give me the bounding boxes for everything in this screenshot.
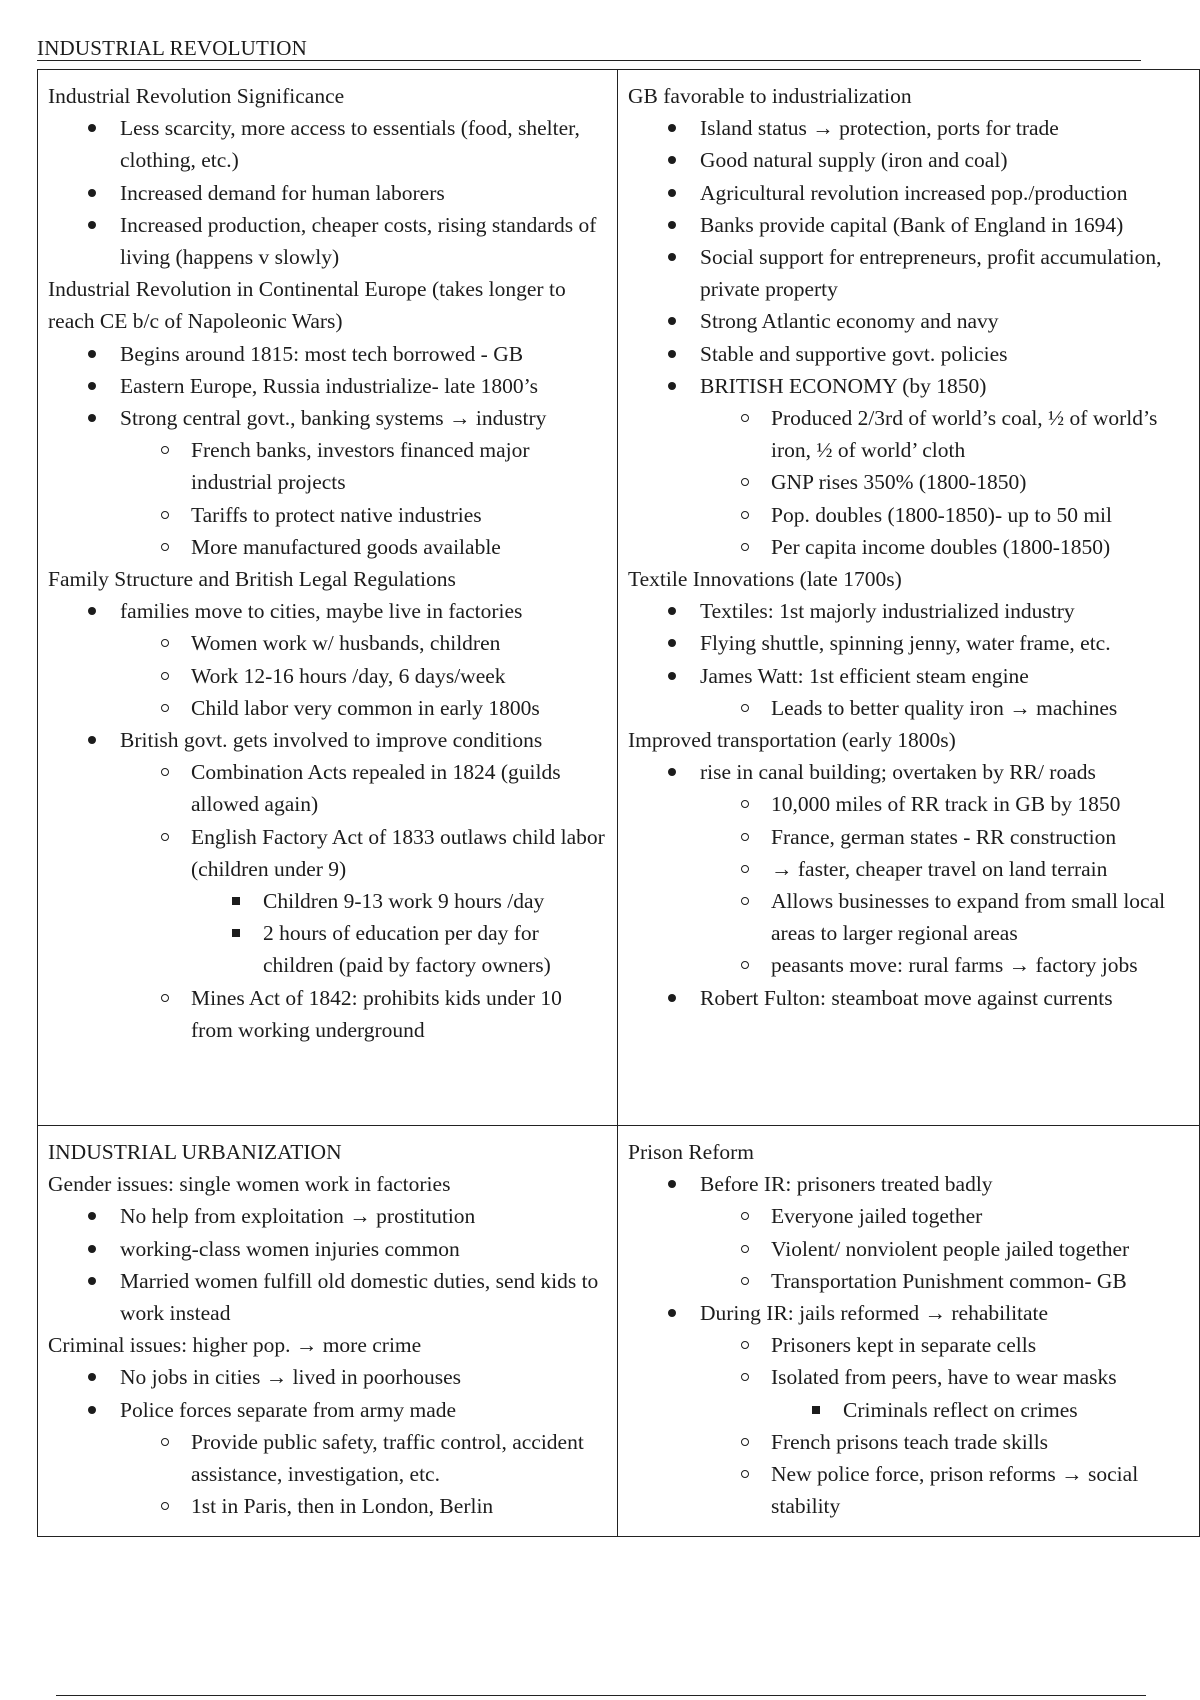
list-item: → faster, cheaper travel on land terrain bbox=[628, 853, 1191, 885]
list-item: Isolated from peers, have to wear masks bbox=[628, 1361, 1191, 1393]
list-item: 1st in Paris, then in London, Berlin bbox=[48, 1490, 609, 1522]
sub-bullet-list bbox=[48, 982, 609, 1046]
list-item: Produced 2/3rd of world’s coal, ½ of world’s iron, ½ of world’ cloth bbox=[628, 402, 1191, 466]
list-item: Less scarcity, more access to essentials (food, shelter, clothing, etc.) bbox=[48, 112, 609, 176]
list-item: Eastern Europe, Russia industrialize- late 1800’s bbox=[48, 370, 609, 402]
sub-bullet-list bbox=[48, 1426, 609, 1523]
notes-table bbox=[37, 69, 1200, 1537]
bullet-list bbox=[48, 724, 609, 756]
list-item: Prisoners kept in separate cells bbox=[628, 1329, 1191, 1361]
cell-right-bottom bbox=[618, 1126, 1200, 1537]
list-item: New police force, prison reforms → social stability bbox=[628, 1458, 1191, 1522]
list-item: No help from exploitation → prostitution bbox=[48, 1200, 609, 1232]
list-item: Child labor very common in early 1800s bbox=[48, 692, 609, 724]
list-item: Increased production, cheaper costs, rising standards of living (happens v slowly) bbox=[48, 209, 609, 273]
list-item: Banks provide capital (Bank of England in 1694) bbox=[628, 209, 1191, 241]
list-item: Transportation Punishment common- GB bbox=[628, 1265, 1191, 1297]
list-item: rise in canal building; overtaken by RR/ roads bbox=[628, 756, 1191, 788]
sub-bullet-list bbox=[48, 756, 609, 885]
list-item: Mines Act of 1842: prohibits kids under 10 from working underground bbox=[48, 982, 609, 1046]
page-title: INDUSTRIAL REVOLUTION bbox=[37, 36, 1141, 61]
footer-rule bbox=[56, 1695, 1146, 1696]
bullet-list bbox=[628, 756, 1191, 788]
list-item: Before IR: prisoners treated badly bbox=[628, 1168, 1191, 1200]
list-item: More manufactured goods available bbox=[48, 531, 609, 563]
sub-bullet-list bbox=[628, 692, 1191, 724]
section-heading: Criminal issues: higher pop. → more crime bbox=[48, 1333, 422, 1358]
list-item: Allows businesses to expand from small local areas to larger regional areas bbox=[628, 885, 1191, 949]
bullet-list bbox=[628, 112, 1191, 402]
sub-sub-bullet-list bbox=[628, 1394, 1191, 1426]
section-heading: Industrial Revolution in Continental Europe (takes longer to reach CE b/c of Napoleonic Wars) bbox=[48, 277, 566, 334]
list-item: Children 9-13 work 9 hours /day bbox=[48, 885, 609, 917]
sub-bullet-list bbox=[48, 434, 609, 563]
bullet-list bbox=[48, 338, 609, 435]
list-item: GNP rises 350% (1800-1850) bbox=[628, 466, 1191, 498]
section-heading: Family Structure and British Legal Regulations bbox=[48, 567, 456, 592]
sub-bullet-list bbox=[628, 1426, 1191, 1523]
list-item: James Watt: 1st efficient steam engine bbox=[628, 660, 1191, 692]
list-item: Combination Acts repealed in 1824 (guilds allowed again) bbox=[48, 756, 609, 820]
bullet-list bbox=[48, 1200, 609, 1329]
list-item: During IR: jails reformed → rehabilitate bbox=[628, 1297, 1191, 1329]
bullet-list bbox=[628, 982, 1191, 1014]
list-item: BRITISH ECONOMY (by 1850) bbox=[628, 370, 1191, 402]
cell-left-bottom bbox=[38, 1126, 618, 1537]
list-item: Police forces separate from army made bbox=[48, 1394, 609, 1426]
cell-left-top bbox=[38, 70, 618, 1126]
cell-right-top bbox=[618, 70, 1200, 1126]
sub-bullet-list bbox=[628, 1329, 1191, 1393]
list-item: families move to cities, maybe live in factories bbox=[48, 595, 609, 627]
list-item: working-class women injuries common bbox=[48, 1233, 609, 1265]
list-item: Increased demand for human laborers bbox=[48, 177, 609, 209]
sub-sub-bullet-list bbox=[48, 885, 609, 982]
section-heading: Improved transportation (early 1800s) bbox=[628, 728, 956, 753]
sub-bullet-list bbox=[628, 788, 1191, 981]
list-item: Flying shuttle, spinning jenny, water frame, etc. bbox=[628, 627, 1191, 659]
list-item: French prisons teach trade skills bbox=[628, 1426, 1191, 1458]
list-item: Leads to better quality iron → machines bbox=[628, 692, 1191, 724]
list-item: 2 hours of education per day for children (paid by factory owners) bbox=[48, 917, 609, 981]
list-item: Robert Fulton: steamboat move against currents bbox=[628, 982, 1191, 1014]
list-item: Married women fulfill old domestic duties, send kids to work instead bbox=[48, 1265, 609, 1329]
list-item: Violent/ nonviolent people jailed together bbox=[628, 1233, 1191, 1265]
list-item: Provide public safety, traffic control, accident assistance, investigation, etc. bbox=[48, 1426, 609, 1490]
list-item: Pop. doubles (1800-1850)- up to 50 mil bbox=[628, 499, 1191, 531]
section-heading: Textile Innovations (late 1700s) bbox=[628, 567, 902, 592]
list-item: British govt. gets involved to improve conditions bbox=[48, 724, 609, 756]
sub-bullet-list bbox=[628, 402, 1191, 563]
section-heading: Industrial Revolution Significance bbox=[48, 84, 345, 108]
list-item: Per capita income doubles (1800-1850) bbox=[628, 531, 1191, 563]
section-heading: Prison Reform bbox=[628, 1140, 755, 1164]
list-item: French banks, investors financed major industrial projects bbox=[48, 434, 609, 498]
list-item: France, german states - RR construction bbox=[628, 821, 1191, 853]
list-item: Social support for entrepreneurs, profit accumulation, private property bbox=[628, 241, 1191, 305]
bullet-list bbox=[628, 595, 1191, 692]
section-heading: Gender issues: single women work in factories bbox=[48, 1172, 451, 1197]
sub-bullet-list bbox=[48, 627, 609, 724]
list-item: Textiles: 1st majorly industrialized industry bbox=[628, 595, 1191, 627]
sub-bullet-list bbox=[628, 1200, 1191, 1297]
list-item: Island status → protection, ports for trade bbox=[628, 112, 1191, 144]
list-item: Good natural supply (iron and coal) bbox=[628, 144, 1191, 176]
list-item: Work 12-16 hours /day, 6 days/week bbox=[48, 660, 609, 692]
list-item: Agricultural revolution increased pop./production bbox=[628, 177, 1191, 209]
bullet-list bbox=[48, 112, 609, 273]
list-item: Stable and supportive govt. policies bbox=[628, 338, 1191, 370]
list-item: Criminals reflect on crimes bbox=[628, 1394, 1191, 1426]
bullet-list bbox=[628, 1297, 1191, 1329]
bullet-list bbox=[48, 1361, 609, 1425]
list-item: Strong central govt., banking systems → industry bbox=[48, 402, 609, 434]
section-heading: INDUSTRIAL URBANIZATION bbox=[48, 1140, 342, 1164]
list-item: No jobs in cities → lived in poorhouses bbox=[48, 1361, 609, 1393]
list-item: Begins around 1815: most tech borrowed - GB bbox=[48, 338, 609, 370]
bullet-list bbox=[628, 1168, 1191, 1200]
list-item: Everyone jailed together bbox=[628, 1200, 1191, 1232]
list-item: Tariffs to protect native industries bbox=[48, 499, 609, 531]
list-item: peasants move: rural farms → factory jobs bbox=[628, 949, 1191, 981]
list-item: Strong Atlantic economy and navy bbox=[628, 305, 1191, 337]
section-heading: GB favorable to industrialization bbox=[628, 84, 912, 108]
list-item: English Factory Act of 1833 outlaws child labor (children under 9) bbox=[48, 821, 609, 885]
list-item: Women work w/ husbands, children bbox=[48, 627, 609, 659]
bullet-list bbox=[48, 595, 609, 627]
list-item: 10,000 miles of RR track in GB by 1850 bbox=[628, 788, 1191, 820]
